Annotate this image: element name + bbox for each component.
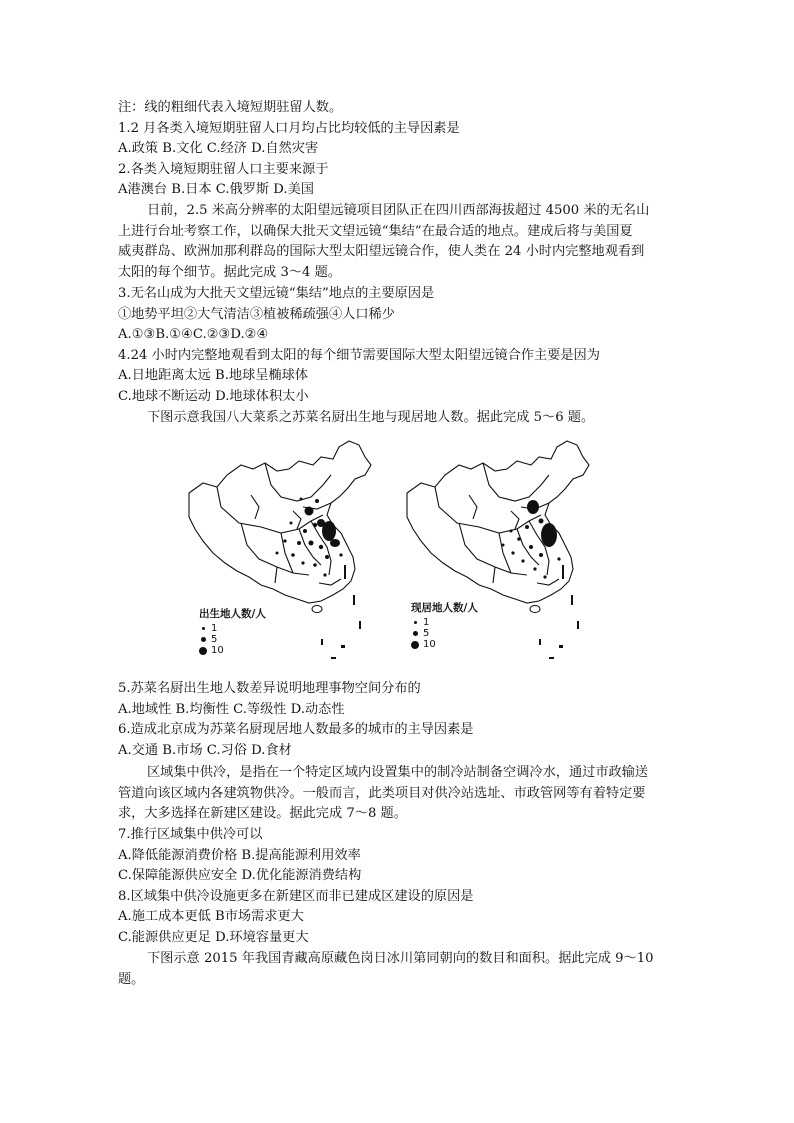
residence-legend <box>411 603 478 650</box>
question-2: 2.各类入境短期驻留人口主要来源于 <box>118 161 329 177</box>
question-5-options: A.地域性 B.均衡性 C.等级性 D.动态性 <box>118 701 345 717</box>
legend-row-small <box>199 623 266 634</box>
legend-row-medium <box>199 634 266 645</box>
passage-line: 日前，2.5 米高分辨率的太阳望远镜项目团队正在四川西部海拔超过 4500 米的无名山 <box>147 203 650 218</box>
question-6-options: A.交通 B.市场 C.习俗 D.食材 <box>118 742 292 758</box>
legend-row-large <box>199 645 266 656</box>
passage-district-cooling <box>118 763 683 825</box>
passage-line: 管道向该区域内各建筑物供冷。一般而言，此类项目对供冷站选址、市政管网等有着特定要 <box>118 785 646 801</box>
question-5: 5.苏菜名厨出生地人数差异说明地理事物空间分布的 <box>118 681 421 696</box>
question-4-options-ab: A.日地距离太远 B.地球呈椭球体 <box>118 368 309 384</box>
question-6: 6.造成北京成为苏菜名厨现居地人数最多的城市的主导因素是 <box>118 722 474 738</box>
legend-value: 1 <box>211 623 218 634</box>
question-7-options-ab: A.降低能源消费价格 B.提高能源利用效率 <box>118 847 361 863</box>
figure-intro-text: 下图示意我国八大菜系之苏菜名厨出生地与现居地人数。据此完成 5～6 题。 <box>147 410 595 425</box>
question-3-options: A.①③B.①④C.②③D.②④ <box>118 327 269 343</box>
legend-row-large <box>411 639 478 650</box>
dot-medium-icon <box>201 637 206 642</box>
question-4: 4.24 小时内完整地观看到太阳的每个细节需要国际大型太阳望远镜合作主要是因为 <box>118 347 600 363</box>
passage-line: 下图示意 2015 年我国青藏高原藏色岗日冰川第同朝向的数目和面积。据此完成 9～10 <box>147 951 654 966</box>
dot-small-icon <box>202 627 205 630</box>
birthplace-map <box>181 435 393 667</box>
residence-map <box>399 435 611 667</box>
question-3: 3.无名山成为大批天文望远镜“集结”地点的主要原因是 <box>118 286 435 301</box>
legend-value: 10 <box>423 639 436 650</box>
dot-medium-icon <box>413 631 418 636</box>
questions-3-4 <box>118 284 683 408</box>
passage-line: 太阳的每个细节。据此完成 3～4 题。 <box>118 264 341 280</box>
dot-small-icon <box>414 621 417 624</box>
passage-line: 威夷群岛、欧洲加那利群岛的国际大型太阳望远镜合作，使人类在 24 小时内完整地观看到 <box>118 244 645 260</box>
question-7: 7.推行区域集中供冷可以 <box>118 827 263 842</box>
question-8-options-ab: A.施工成本更低 B市场需求更大 <box>118 909 304 925</box>
residence-legend-title: 现居地人数/人 <box>411 602 478 614</box>
passage-line: 上进行台址考察工作，以确保大批天文望远镜“集结”在最合适的地点。建成后将与美国夏 <box>118 223 633 239</box>
top-section <box>118 98 683 201</box>
question-1: 1.2 月各类入境短期驻留人口月均占比均较低的主导因素是 <box>118 120 460 136</box>
legend-row-small <box>411 617 478 628</box>
legend-value: 5 <box>211 634 218 645</box>
dot-large-icon <box>199 647 207 655</box>
figure-intro <box>118 408 683 429</box>
question-4-options-cd: C.地球不断运动 D.地球体积太小 <box>118 388 309 404</box>
question-8: 8.区域集中供冷设施更多在新建区而非已建成区建设的原因是 <box>118 888 474 904</box>
passage-line: 求，大多选择在新建区建设。据此完成 7～8 题。 <box>118 806 407 822</box>
dot-large-icon <box>411 641 419 649</box>
questions-7-8 <box>118 825 683 949</box>
questions-5-6 <box>118 679 683 761</box>
passage-glacier <box>118 949 683 990</box>
question-8-options-cd: C.能源供应更足 D.环境容量更大 <box>118 929 309 945</box>
note-line: 注：线的粗细代表入境短期驻留人数。 <box>118 100 343 115</box>
legend-row-medium <box>411 628 478 639</box>
birthplace-legend-title: 出生地人数/人 <box>199 608 266 620</box>
legend-value: 5 <box>423 628 430 639</box>
question-3-items: ①地势平坦②大气清洁③植被稀疏强④人口稀少 <box>118 306 395 322</box>
question-7-options-cd: C.保障能源供应安全 D.优化能源消费结构 <box>118 868 362 884</box>
legend-value: 10 <box>211 645 224 656</box>
passage-telescope <box>118 201 683 283</box>
birthplace-legend <box>199 609 266 656</box>
passage-line: 题。 <box>118 971 145 987</box>
passage-line: 区域集中供冷，是指在一个特定区域内设置集中的制冷站制备空调冷水，通过市政输送 <box>147 765 649 780</box>
cuisine-chef-maps-figure <box>181 435 613 667</box>
question-2-options: A港澳台 B.日本 C.俄罗斯 D.美国 <box>118 182 314 198</box>
question-1-options: A.政策 B.文化 C.经济 D.自然灾害 <box>118 141 319 157</box>
legend-value: 1 <box>423 617 430 628</box>
